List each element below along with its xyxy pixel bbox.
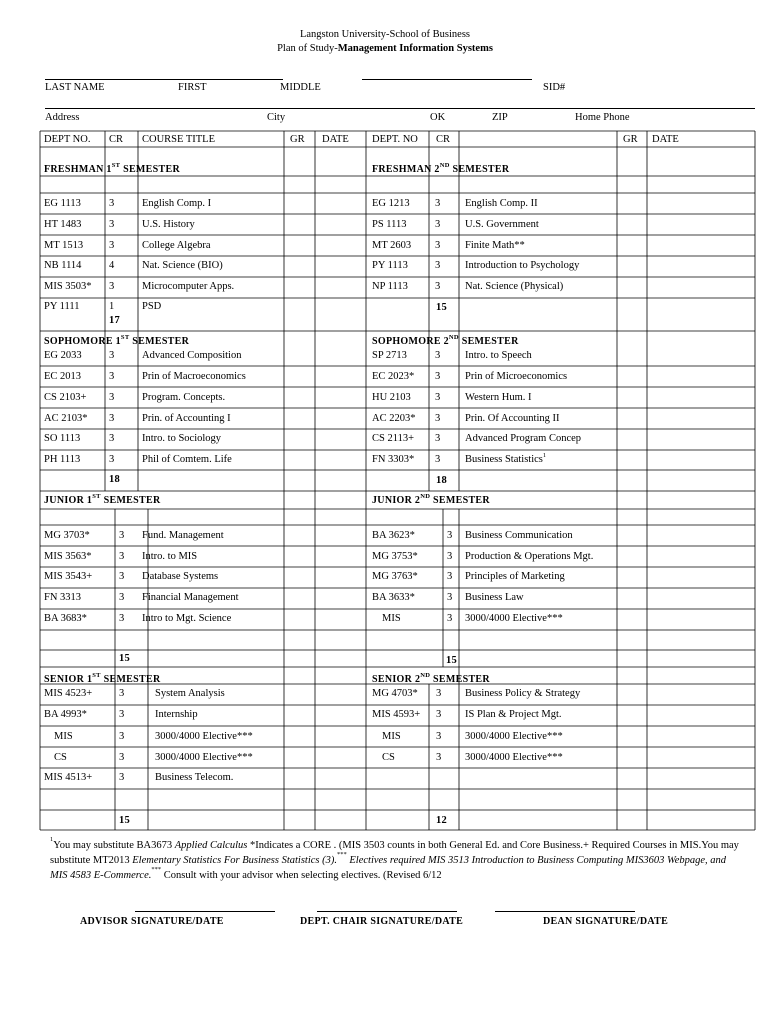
col-dept-no-left: DEPT NO. (44, 134, 91, 145)
chair-signature-label: DEPT. CHAIR SIGNATURE/DATE (300, 916, 464, 927)
course-cr: 3 (447, 613, 453, 624)
course-title: Prin of Macroeconomics (142, 371, 246, 382)
course-dept: MIS 4593+ (372, 709, 421, 720)
course-dept: EC 2023* (372, 371, 415, 382)
semester-word: SEMESTER (430, 674, 490, 685)
footnote-text-d: Consult with your advisor when selecting electives. (Revised 6/12 (161, 870, 442, 881)
course-title: Production & Operations Mgt. (465, 551, 594, 562)
semester-junior-2 (372, 495, 490, 507)
footnote-sup-2: *** (151, 866, 162, 873)
semester-name: JUNIOR 2 (372, 495, 421, 506)
semester-name: SENIOR 2 (372, 674, 421, 685)
course-cr: 3 (436, 731, 442, 742)
dean-signature-label: DEAN SIGNATURE/DATE (543, 916, 669, 927)
course-title (465, 454, 546, 466)
course-dept: CS (382, 752, 395, 763)
course-cr: 3 (435, 371, 441, 382)
course-dept: MG 3703* (44, 530, 90, 541)
course-title-text: Business Statistics (465, 454, 543, 465)
course-title: 3000/4000 Elective*** (155, 752, 253, 763)
semester-name: FRESHMAN 2 (372, 164, 440, 175)
course-cr: 3 (109, 392, 115, 403)
course-title: Advanced Program Concep (465, 433, 582, 444)
course-cr: 3 (119, 592, 125, 603)
course-dept: CS (54, 752, 67, 763)
course-title: Program. Concepts. (142, 392, 226, 403)
course-dept: NP 1113 (372, 281, 408, 292)
course-title: Phil of Comtem. Life (142, 454, 232, 465)
course-cr: 3 (435, 413, 441, 424)
semester-word: SEMESTER (430, 495, 490, 506)
col-date-left: DATE (322, 134, 349, 145)
chair-signature-line[interactable] (317, 911, 457, 912)
course-title: Fund. Management (142, 530, 224, 541)
semester-senior-1 (44, 674, 160, 686)
course-title: College Algebra (142, 240, 211, 251)
course-dept: MIS 4523+ (44, 688, 93, 699)
course-cr: 3 (109, 281, 115, 292)
course-dept: MT 1513 (44, 240, 84, 251)
course-cr: 3 (109, 240, 115, 251)
course-title: U.S. Government (465, 219, 539, 230)
semester-word: SEMESTER (458, 336, 519, 347)
course-title: Prin. of Accounting I (142, 413, 231, 424)
total-senior-1: 15 (119, 815, 131, 826)
semester-name: SENIOR 1 (44, 674, 93, 685)
city-label: City (267, 112, 286, 123)
course-title: System Analysis (155, 688, 225, 699)
course-cr: 3 (435, 281, 441, 292)
course-cr: 1 (109, 301, 115, 312)
course-cr: 3 (435, 198, 441, 209)
course-title: Business Policy & Strategy (465, 688, 581, 699)
course-title: Financial Management (142, 592, 239, 603)
course-cr: 3 (435, 433, 441, 444)
course-cr: 3 (119, 752, 125, 763)
course-cr: 3 (447, 592, 453, 603)
course-title: U.S. History (142, 219, 195, 230)
semester-name: SOPHOMORE 1 (44, 336, 121, 347)
advisor-signature-label: ADVISOR SIGNATURE/DATE (80, 916, 224, 927)
dean-signature-line[interactable] (495, 911, 635, 912)
course-title: 3000/4000 Elective*** (465, 752, 563, 763)
course-dept: BA 3633* (372, 592, 415, 603)
semester-word: SEMESTER (129, 336, 190, 347)
course-title: Intro. to Sociology (142, 433, 222, 444)
course-title: Business Telecom. (155, 772, 234, 783)
first-name-label: FIRST (178, 82, 207, 93)
address-label: Address (45, 112, 80, 123)
course-title: Microcomputer Apps. (142, 281, 235, 292)
course-dept: MIS (382, 613, 401, 624)
course-title: Advanced Composition (142, 350, 242, 361)
course-dept: PH 1113 (44, 454, 81, 465)
course-dept: MIS (54, 731, 73, 742)
semester-sophomore-1 (44, 336, 189, 348)
course-title: Prin. Of Accounting II (465, 413, 560, 424)
total-sophomore-1: 18 (109, 474, 121, 485)
footnote-italic-c: Electives required MIS 3513 Introduction to Business Computing MIS3603 Webpage, and MIS 4583 E-Commerce. (50, 855, 727, 881)
course-dept: HT 1483 (44, 219, 82, 230)
semester-word: SEMESTER (120, 164, 180, 175)
footnote-sup-1: *** (337, 851, 347, 858)
col-cr-right: CR (436, 134, 451, 145)
course-dept: CS 2113+ (372, 433, 414, 444)
course-title: English Comp. II (465, 198, 538, 209)
middle-name-label: MIDDLE (280, 82, 321, 93)
course-cr: 3 (435, 240, 441, 251)
course-cr: 3 (436, 709, 442, 720)
course-cr: 3 (119, 613, 125, 624)
course-cr: 3 (435, 219, 441, 230)
last-name-label: LAST NAME (45, 82, 105, 93)
course-cr: 3 (447, 551, 453, 562)
course-title: Intro. to MIS (142, 551, 198, 562)
course-cr: 3 (436, 752, 442, 763)
course-cr: 3 (447, 530, 453, 541)
course-dept: FN 3303* (372, 454, 415, 465)
course-dept: MG 3753* (372, 551, 418, 562)
course-dept: AC 2203* (372, 413, 416, 424)
semester-ordinal: ND (420, 672, 431, 679)
semester-word: SEMESTER (449, 164, 510, 175)
course-dept: EG 1213 (372, 198, 410, 209)
total-freshman-2: 15 (436, 302, 448, 313)
col-dept-no-right: DEPT. NO (372, 134, 418, 145)
course-cr: 3 (109, 350, 115, 361)
course-dept: BA 3623* (372, 530, 415, 541)
course-cr: 3 (119, 709, 125, 720)
course-dept: NB 1114 (44, 260, 82, 271)
semester-junior-1 (44, 495, 160, 507)
semester-word: SEMESTER (100, 495, 161, 506)
total-junior-1: 15 (119, 653, 131, 664)
course-title: IS Plan & Project Mgt. (465, 709, 562, 720)
course-title: Nat. Science (BIO) (142, 260, 223, 271)
semester-sophomore-2 (372, 336, 519, 348)
course-title: Western Hum. I (465, 392, 532, 403)
course-cr: 3 (109, 219, 115, 230)
course-cr: 3 (109, 413, 115, 424)
course-dept: PY 1113 (372, 260, 408, 271)
footnote-italic-a: Applied Calculus (174, 840, 248, 851)
course-title: Intro to Mgt. Science (142, 613, 232, 624)
course-dept: SP 2713 (372, 350, 407, 361)
course-title: Database Systems (142, 571, 219, 582)
course-cr: 3 (436, 688, 442, 699)
zip-label: ZIP (492, 112, 508, 123)
course-dept: MIS 3563* (44, 551, 92, 562)
course-title: Principles of Marketing (465, 571, 565, 582)
course-cr: 3 (109, 433, 115, 444)
col-gr-left: GR (290, 134, 305, 145)
col-course-title: COURSE TITLE (142, 134, 216, 145)
semester-name: FRESHMAN 1 (44, 164, 112, 175)
semester-senior-2 (372, 674, 490, 686)
semester-ordinal: ND (439, 162, 450, 169)
course-dept: MIS 3503* (44, 281, 92, 292)
course-dept: EG 1113 (44, 198, 81, 209)
subtitle-program: Management Information Systems (337, 43, 493, 54)
course-cr: 3 (119, 772, 125, 783)
sid-label: SID# (543, 82, 566, 93)
course-cr: 3 (109, 454, 115, 465)
semester-freshman-1 (44, 164, 180, 176)
course-cr: 3 (109, 198, 115, 209)
col-cr-left: CR (109, 134, 124, 145)
course-title: PSD (142, 301, 162, 312)
semester-name: JUNIOR 1 (44, 495, 93, 506)
advisor-signature-line[interactable] (135, 911, 275, 912)
course-dept: MIS (382, 731, 401, 742)
course-dept: BA 3683* (44, 613, 87, 624)
course-dept: MG 3763* (372, 571, 418, 582)
page-title: Langston University-School of Business (299, 29, 471, 40)
footnote-ref: 1 (542, 452, 547, 459)
course-title: Internship (155, 709, 198, 720)
course-dept: PS 1113 (372, 219, 407, 230)
subtitle-prefix: Plan of Study- (277, 43, 338, 54)
course-dept: EC 2013 (44, 371, 82, 382)
course-dept: FN 3313 (44, 592, 82, 603)
course-cr: 3 (119, 731, 125, 742)
course-cr: 3 (109, 371, 115, 382)
course-cr: 3 (435, 454, 441, 465)
course-dept: EG 2033 (44, 350, 82, 361)
semester-freshman-2 (372, 164, 509, 176)
total-senior-2: 12 (436, 815, 448, 826)
state-label: OK (430, 112, 446, 123)
semester-name: SOPHOMORE 2 (372, 336, 449, 347)
footnote-text-b: *Indicates a CORE . (MIS 3503 counts in both General Ed. and Core Business.+ Required Courses in MIS.You may substitute MT2013 (50, 840, 739, 866)
course-title: Nat. Science (Physical) (465, 281, 564, 292)
course-dept: MG 4703* (372, 688, 418, 699)
course-dept: MIS 3543+ (44, 571, 93, 582)
course-title: Finite Math** (465, 240, 525, 251)
col-date-right: DATE (652, 134, 679, 145)
footnote-italic-b: Elementary Statistics For Business Statistics (3). (132, 855, 337, 866)
semester-ordinal: ST (92, 493, 101, 500)
course-title: 3000/4000 Elective*** (465, 731, 563, 742)
course-cr: 4 (109, 260, 115, 271)
semester-ordinal: ST (92, 672, 101, 679)
course-title: 3000/4000 Elective*** (155, 731, 253, 742)
course-cr: 3 (119, 571, 125, 582)
course-cr: 3 (435, 350, 441, 361)
course-cr: 3 (435, 392, 441, 403)
course-dept: BA 4993* (44, 709, 87, 720)
course-dept: CS 2103+ (44, 392, 87, 403)
course-dept: AC 2103* (44, 413, 88, 424)
course-dept: SO 1113 (44, 433, 81, 444)
course-dept: MT 2603 (372, 240, 412, 251)
semester-ordinal: ST (111, 162, 121, 169)
course-cr: 3 (447, 571, 453, 582)
course-title: Intro. to Speech (465, 350, 532, 361)
semester-ordinal: ND (448, 334, 459, 341)
footnote (50, 838, 740, 883)
course-title: English Comp. I (142, 198, 212, 209)
footnote-mark: 1 (50, 836, 54, 843)
course-cr: 3 (119, 688, 125, 699)
total-junior-2: 15 (446, 655, 458, 666)
course-title: Business Law (465, 592, 524, 603)
total-freshman-1: 17 (109, 315, 121, 326)
home-phone-label: Home Phone (575, 112, 630, 123)
course-cr: 3 (119, 551, 125, 562)
course-cr: 3 (119, 530, 125, 541)
course-title: Business Communication (465, 530, 573, 541)
semester-word: SEMESTER (100, 674, 161, 685)
semester-ordinal: ST (120, 334, 130, 341)
semester-ordinal: ND (420, 493, 431, 500)
col-gr-right: GR (623, 134, 638, 145)
course-title: 3000/4000 Elective*** (465, 613, 563, 624)
course-cr: 3 (435, 260, 441, 271)
footnote-text-a: You may substitute BA3673 (53, 840, 175, 851)
course-title: Introduction to Psychology (465, 260, 580, 271)
total-sophomore-2: 18 (436, 475, 448, 486)
course-title: Prin of Microeconomics (465, 371, 568, 382)
course-dept: PY 1111 (44, 301, 80, 312)
course-dept: HU 2103 (372, 392, 411, 403)
course-dept: MIS 4513+ (44, 772, 93, 783)
